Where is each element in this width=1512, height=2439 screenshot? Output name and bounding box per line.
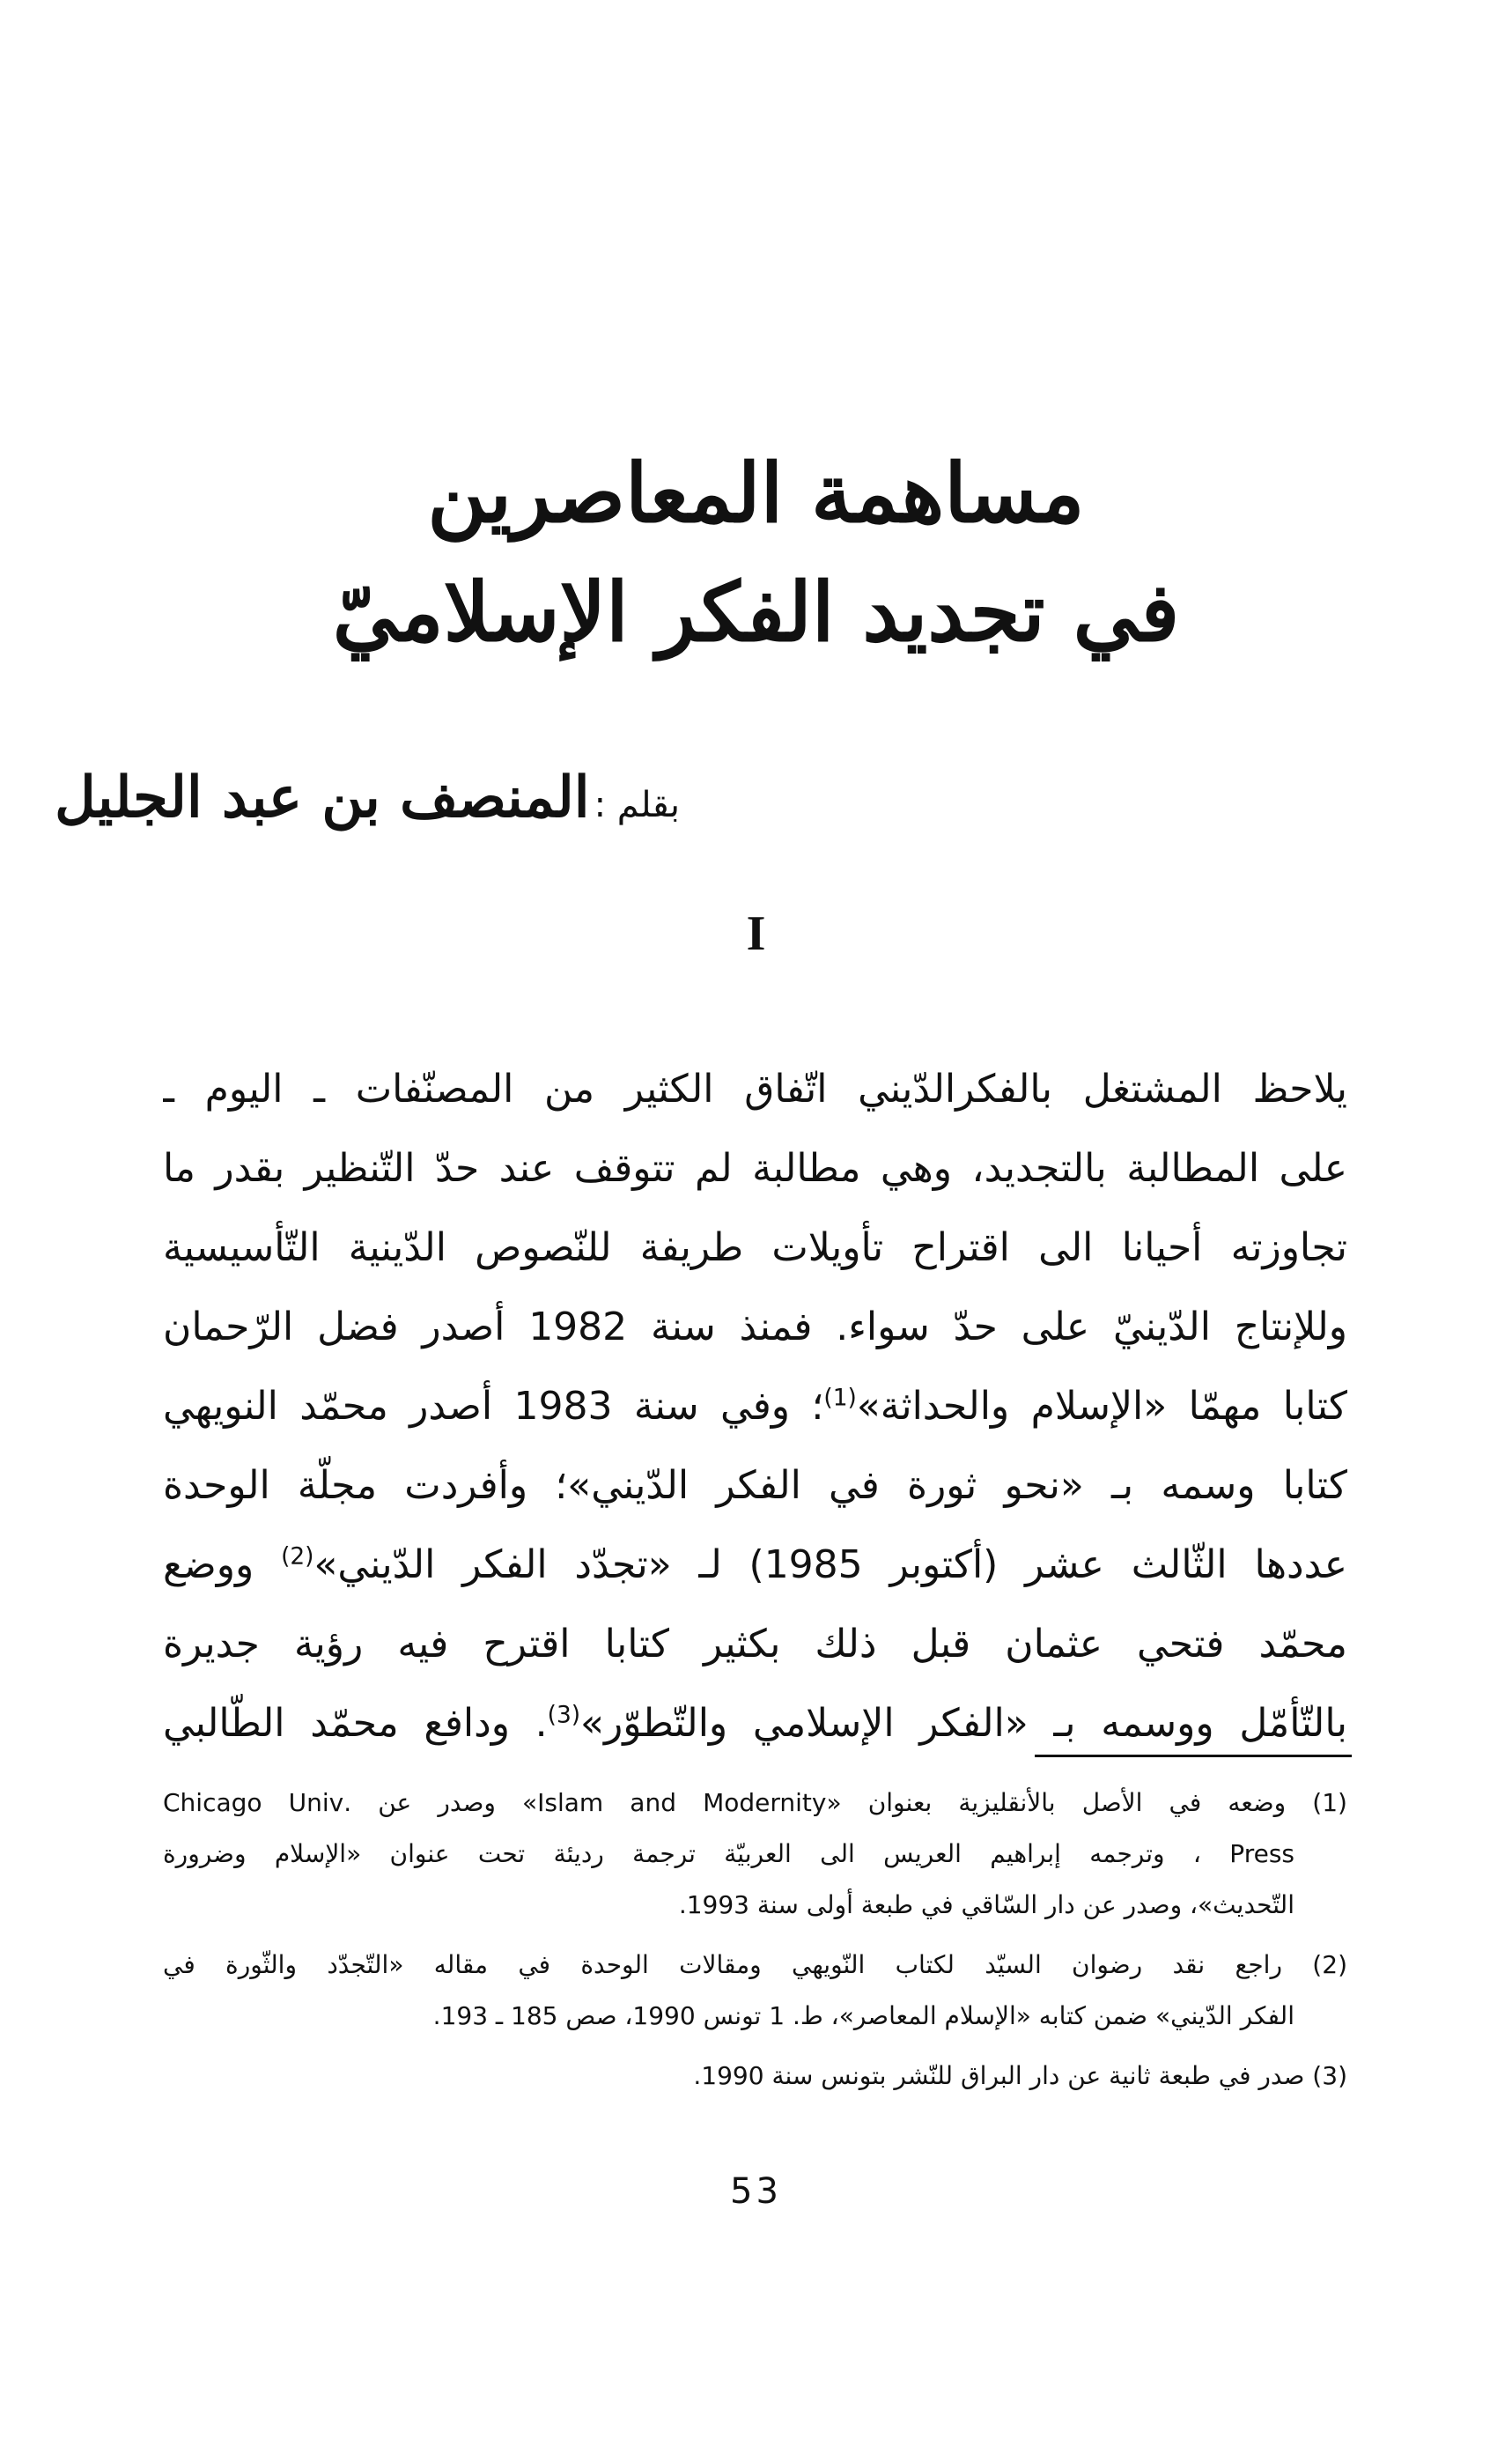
footnote-line: Press ، وترجمه إبراهيم العريس الى العربيّة ترجمة رديئة تحت عنوان «الإسلام وضرورة bbox=[163, 1839, 1294, 1868]
footnote-marker: (2) bbox=[281, 1542, 314, 1571]
body-line-text-after-marker: ووضع bbox=[163, 1542, 282, 1587]
body-line-text: كتابا مهمّا «الإسلام والحداثة» bbox=[856, 1384, 1347, 1429]
body-line-text: تجاوزته أحيانا الى اقتراح تأويلات طريفة للنّصوص الدّينية التّأسيسية bbox=[163, 1225, 1347, 1270]
footnote-marker: (1) bbox=[823, 1384, 857, 1412]
body-line bbox=[163, 1288, 1347, 1367]
footnotes bbox=[163, 1778, 1347, 2102]
body-line-text: بالتّأمّل ووسمه بـ «الفكر الإسلامي والتّطوّر» bbox=[580, 1701, 1347, 1746]
page-number: 53 bbox=[730, 2171, 782, 2212]
body-line-text: يلاحظ المشتغل بالفكرالدّيني اتّفاق الكثير من المصنّفات ـ اليوم ـ bbox=[163, 1067, 1347, 1112]
body-line bbox=[163, 1526, 1347, 1605]
body-line-text: وللإنتاج الدّينيّ على حدّ سواء. فمنذ سنة 1982 أصدر فضل الرّحمان bbox=[163, 1304, 1347, 1349]
footnote-separator bbox=[1035, 1755, 1352, 1757]
footnote-marker: (3) bbox=[547, 1701, 581, 1729]
body-line-text: كتابا وسمه بـ «نحو ثورة في الفكر الدّيني»؛ وأفردت مجلّة الوحدة bbox=[163, 1463, 1347, 1508]
body-line-text: على المطالبة بالتجديد، وهي مطالبة لم تتوقف عند حدّ التّنظير بقدر ما bbox=[163, 1146, 1347, 1191]
article-title-line-2: في تجديد الفكر الإسلاميّ bbox=[332, 565, 1180, 660]
footnote-line: التّحديث»، وصدر عن دار السّاقي في طبعة أولى سنة 1993. bbox=[678, 1890, 1294, 1919]
body-line-text-after-marker: . ودافع محمّد الطّالبي bbox=[163, 1701, 548, 1746]
section-numeral: I bbox=[746, 906, 766, 961]
footnote-line: (2) راجع نقد رضوان السيّد لكتاب النّويهي ومقالات الوحدة في مقاله «التّجدّد والثّورة في bbox=[163, 1950, 1347, 1979]
footnote-line: الفكر الدّيني» ضمن كتابه «الإسلام المعاصر»، ط. 1 تونس 1990، صص 185 ـ 193. bbox=[432, 2001, 1294, 2030]
body-line-text: محمّد فتحي عثمان قبل ذلك بكثير كتابا اقترح فيه رؤية جديرة bbox=[163, 1622, 1347, 1667]
body-line bbox=[163, 1605, 1347, 1684]
body-line bbox=[163, 1446, 1347, 1526]
body-line bbox=[163, 1050, 1347, 1129]
footnote-line: (3) صدر في طبعة ثانية عن دار البراق للنّشر بتونس سنة 1990. bbox=[693, 2061, 1347, 2090]
body-line bbox=[163, 1684, 1347, 1763]
body-line-text-after-marker: ؛ وفي سنة 1983 أصدر محمّد النويهي bbox=[163, 1384, 824, 1429]
body-line bbox=[163, 1208, 1347, 1288]
body-line bbox=[163, 1129, 1347, 1208]
footnote-line: (1) وضعه في الأصل بالأنقليزية بعنوان «Islam and Modernity» وصدر عن .Chicago Univ bbox=[163, 1788, 1347, 1817]
body-line bbox=[163, 1367, 1347, 1446]
byline-label: بقلم : bbox=[594, 785, 680, 825]
author-name: المنصف بن عبد الجليل bbox=[55, 765, 590, 831]
body-text bbox=[163, 1050, 1347, 1763]
article-title-line-1: مساهمة المعاصرين bbox=[427, 446, 1085, 541]
body-line-text: عددها الثّالث عشر (أكتوبر 1985) لـ «تجدّد الفكر الدّيني» bbox=[313, 1542, 1347, 1587]
byline bbox=[55, 765, 680, 831]
